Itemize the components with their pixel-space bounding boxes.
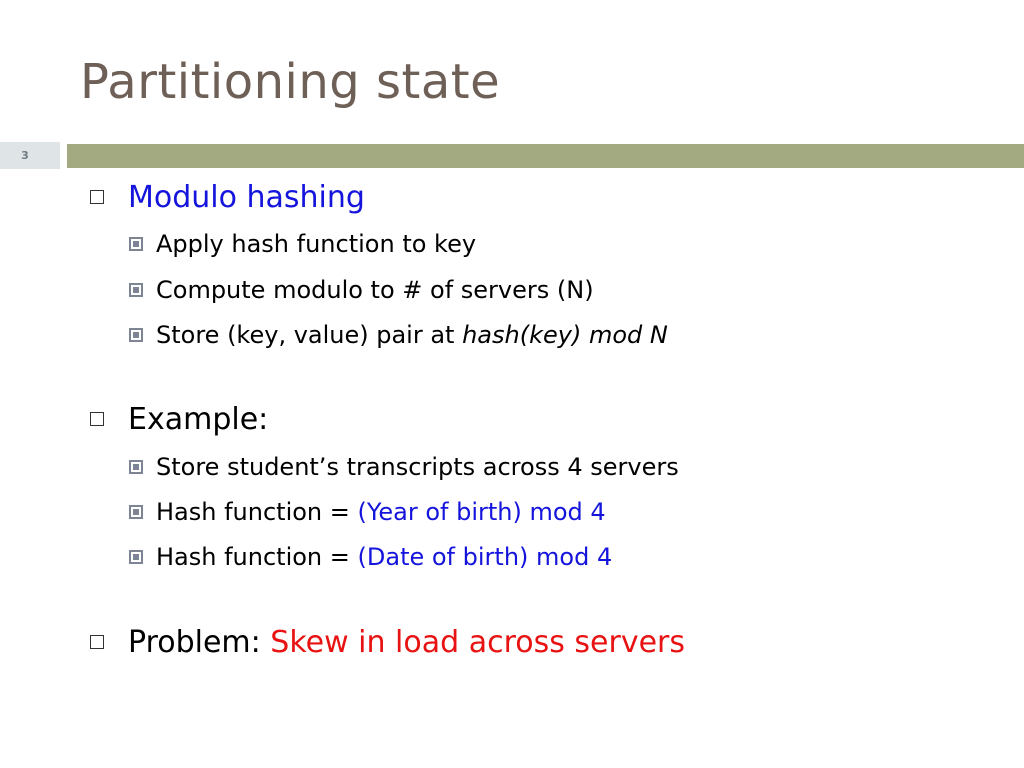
list-item	[129, 319, 668, 351]
list-item	[129, 274, 594, 306]
filled-square-bullet-icon	[129, 550, 143, 564]
square-bullet-icon	[90, 635, 104, 649]
section-heading: Problem:	[128, 624, 271, 660]
filled-square-bullet-icon	[129, 328, 143, 342]
filled-square-bullet-icon	[129, 237, 143, 251]
square-bullet-icon	[90, 412, 104, 426]
section-heading: Modulo hashing	[128, 179, 365, 215]
slide-number: 3	[0, 142, 60, 169]
list-item-text: Store (key, value) pair at	[156, 321, 463, 349]
highlighted-text: (Year of birth) mod 4	[357, 498, 606, 526]
list-item-text: Compute modulo to # of servers (N)	[156, 276, 594, 304]
slide-title: Partitioning state	[80, 54, 501, 110]
section-heading: Example:	[128, 401, 269, 437]
filled-square-bullet-icon	[129, 505, 143, 519]
square-bullet-icon	[90, 190, 104, 204]
header-divider-bar	[67, 144, 1024, 168]
formula-text: hash(key) mod N	[462, 321, 668, 349]
list-item-text: Apply hash function to key	[156, 230, 477, 258]
list-item	[129, 541, 612, 573]
list-item-text: Hash function =	[156, 498, 358, 526]
section-modulo-hashing	[84, 177, 365, 217]
section-example	[84, 399, 268, 439]
list-item-text: Store student’s transcripts across 4 servers	[156, 453, 679, 481]
list-item	[129, 451, 679, 483]
filled-square-bullet-icon	[129, 460, 143, 474]
filled-square-bullet-icon	[129, 283, 143, 297]
list-item	[129, 496, 606, 528]
list-item	[129, 228, 476, 260]
list-item-text: Hash function =	[156, 543, 358, 571]
problem-highlight: Skew in load across servers	[270, 624, 686, 660]
section-problem	[84, 622, 685, 662]
highlighted-text: (Date of birth) mod 4	[357, 543, 613, 571]
